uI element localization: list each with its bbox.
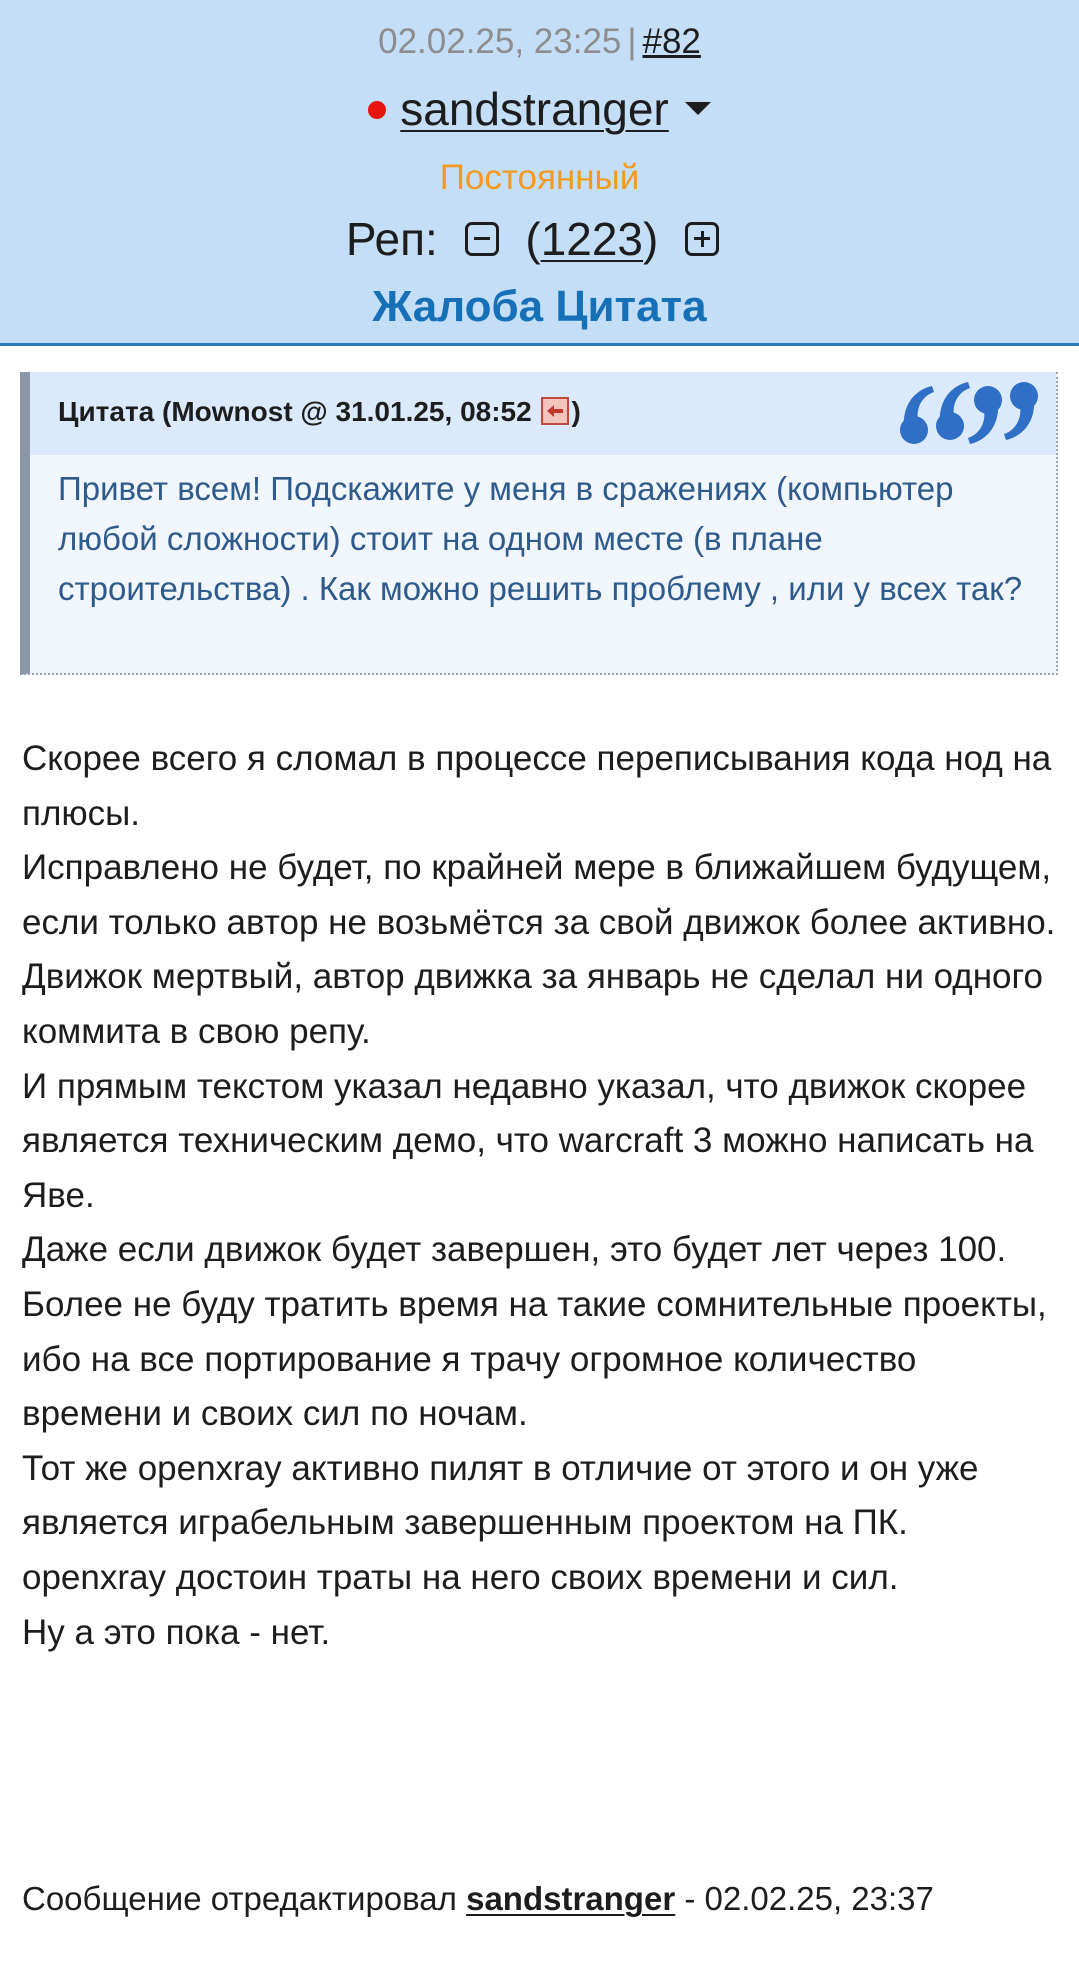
user-rank: Постоянный: [439, 158, 640, 197]
quote-text: Привет всем! Подскажите у меня в сражениях (компьютер любой сложности) стоит на одном месте (в плане строительства) . Как можно решить проблему , или у всех так?: [58, 470, 1023, 607]
rep-plus-icon[interactable]: [685, 222, 719, 256]
complaint-button[interactable]: Жалоба: [372, 282, 544, 331]
post-line: openxray достоин траты на него своих времени и сил.: [22, 1557, 899, 1597]
post-line: Движок мертвый, автор движка за январь не сделал ни одного коммита в свою репу.: [22, 957, 1043, 1051]
user-menu-chevron-down-icon[interactable]: [685, 102, 711, 115]
rep-label: Реп:: [345, 213, 438, 265]
post-line: Исправлено не будет, по крайней мере в ближайшем будущем, если только автор не возьмётся за свой движок более активно.: [22, 848, 1056, 942]
edit-note-prefix: Сообщение отредактировал: [22, 1880, 457, 1917]
quote-marks-icon: [892, 376, 1052, 456]
post-number-link[interactable]: #82: [642, 22, 701, 61]
quote-header: [30, 372, 1056, 455]
post-actions: [0, 282, 1079, 332]
reputation-line: [0, 212, 1079, 266]
goto-original-arrow-icon[interactable]: [541, 397, 569, 425]
post-header: [0, 0, 1079, 346]
rep-close-paren: ): [643, 213, 659, 265]
meta-separator: |: [627, 22, 637, 61]
post-line: Тот же openxray активно пилят в отличие от этого и он уже является играбельным завершенным проектом на ПК.: [22, 1448, 979, 1543]
rep-open-paren: (: [525, 213, 541, 265]
quote-button[interactable]: Цитата: [555, 282, 707, 331]
post-date: 02.02.25, 23:25: [378, 22, 622, 61]
post-line: Скорее всего я сломал в процессе переписывания кода нод на плюсы.: [22, 739, 1052, 833]
post-line: И прямым текстом указал недавно указал, что движок скорее является техническим демо, что warcraft 3 можно написать на Яве.: [22, 1066, 1034, 1215]
quote-title-close: ): [571, 396, 581, 427]
post-line: Даже если движок будет завершен, это будет лет через 100.: [22, 1230, 1007, 1270]
edit-note-date: - 02.02.25, 23:37: [684, 1880, 934, 1917]
username-link[interactable]: sandstranger: [400, 83, 669, 135]
quote-title-text: Цитата (Mownost @ 31.01.25, 08:52: [58, 396, 532, 427]
post-line: Более не буду тратить время на такие сомнительные проекты, ибо на все портирование я трачу огромное количество времени и своих сил по ночам.: [22, 1284, 1047, 1434]
rep-value-link[interactable]: 1223: [540, 213, 644, 265]
user-line: [0, 82, 1079, 136]
online-status-icon: [368, 101, 386, 119]
quote-title: [58, 396, 581, 428]
quote-block: [20, 372, 1058, 675]
post-meta: [0, 22, 1079, 62]
editor-username-link[interactable]: sandstranger: [466, 1880, 676, 1917]
rep-minus-icon[interactable]: [465, 222, 499, 256]
post-body: [22, 732, 1062, 1660]
post-line: Ну а это пока - нет.: [22, 1612, 331, 1652]
edit-note: [22, 1880, 1062, 1918]
